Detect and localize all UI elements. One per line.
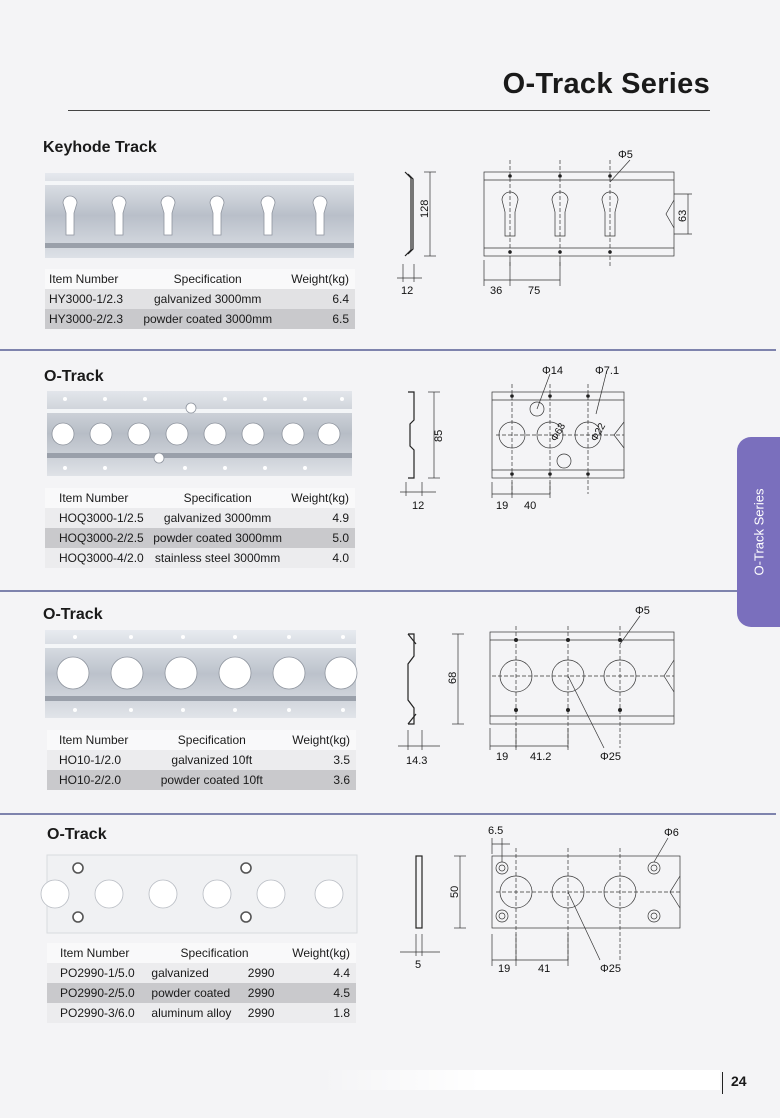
page-title: O-Track Series <box>502 68 710 100</box>
side-tab-label: O-Track Series <box>751 488 766 576</box>
cell-weight: 4.5 <box>282 983 356 1003</box>
header-item: Item Number <box>45 269 134 289</box>
table-row <box>47 1003 356 1023</box>
otrack-hoq-photo <box>47 391 352 476</box>
cell-weight: 6.4 <box>282 289 355 309</box>
cell-spec: powder coated 10ft <box>147 770 276 790</box>
cell-spec: galvanized 3000mm <box>149 508 287 528</box>
header-weight: Weight(kg) <box>282 943 356 963</box>
section-divider <box>0 349 776 351</box>
spec-table-keyhode <box>45 269 355 329</box>
cell-weight: 4.9 <box>287 508 355 528</box>
section-divider <box>0 590 776 592</box>
dim-pitch: 40 <box>524 500 537 512</box>
header-item: Item Number <box>45 488 149 508</box>
dim-edge: 36 <box>490 285 503 297</box>
dim-depth: 12 <box>401 285 414 297</box>
dim-offset: 6.5 <box>488 825 504 837</box>
dim-diag1: Φ63 <box>549 421 569 444</box>
side-tab <box>737 437 780 627</box>
cell-spec: aluminum alloy <box>147 1003 243 1023</box>
cell-weight: 1.8 <box>282 1003 356 1023</box>
header-spec: Specification <box>147 730 276 750</box>
dim-pitch: 41.2 <box>530 751 552 763</box>
cell-item: PO2990-2/5.0 <box>47 983 147 1003</box>
spec-table-po2990 <box>47 943 356 1023</box>
section-title-otrack-1: O-Track <box>44 368 104 385</box>
cell-weight: 5.0 <box>287 528 355 548</box>
table-row <box>47 963 356 983</box>
section-title-otrack-2: O-Track <box>43 606 103 623</box>
table-row <box>47 750 356 770</box>
header-item: Item Number <box>47 943 147 963</box>
dim-hole-small: Φ7.1 <box>595 365 620 377</box>
footer-bar <box>320 1070 720 1090</box>
dim-depth: 14.3 <box>406 755 428 767</box>
header-spec: Specification <box>147 943 281 963</box>
spec-table-ho10 <box>47 730 356 790</box>
otrack-hoq-drawing <box>392 364 642 516</box>
spec-table-hoq <box>45 488 355 568</box>
section-divider <box>0 813 776 815</box>
footer-rule <box>722 1072 723 1094</box>
dim-height: 128 <box>419 199 431 218</box>
dim-pitch: 75 <box>528 285 541 297</box>
dim-ring: Φ25 <box>600 751 622 763</box>
table-row <box>45 289 355 309</box>
dim-height: 68 <box>447 671 459 684</box>
table-row <box>47 983 356 1003</box>
dim-height: 50 <box>449 885 461 898</box>
cell-item: HOQ3000-4/2.0 <box>45 548 149 568</box>
cell-item: HOQ3000-2/2.5 <box>45 528 149 548</box>
table-row <box>45 508 355 528</box>
dim-hole: Φ6 <box>664 827 679 839</box>
table-row <box>45 309 355 329</box>
cell-weight: 3.5 <box>276 750 356 770</box>
cell-length: 2990 <box>244 1003 282 1023</box>
dim-hole: Φ5 <box>618 149 633 161</box>
header-item: Item Number <box>47 730 147 750</box>
header-weight: Weight(kg) <box>287 488 355 508</box>
cell-length: 2990 <box>244 983 282 1003</box>
page-number: 24 <box>731 1073 747 1089</box>
dim-slot: 63 <box>677 209 689 222</box>
cell-item: PO2990-1/5.0 <box>47 963 147 983</box>
header-spec: Specification <box>134 269 282 289</box>
cell-item: HO10-1/2.0 <box>47 750 147 770</box>
cell-spec: powder coated 3000mm <box>134 309 282 329</box>
dim-pitch: 41 <box>538 963 551 975</box>
header-weight: Weight(kg) <box>282 269 355 289</box>
dim-height: 85 <box>433 429 445 442</box>
cell-spec: powder coated <box>147 983 243 1003</box>
cell-spec: galvanized 3000mm <box>134 289 282 309</box>
table-row <box>45 548 355 568</box>
cell-weight: 4.0 <box>287 548 355 568</box>
section-title-keyhode: Keyhode Track <box>43 139 157 156</box>
cell-spec: powder coated 3000mm <box>149 528 287 548</box>
cell-item: HY3000-1/2.3 <box>45 289 134 309</box>
dim-edge: 19 <box>496 751 509 763</box>
section-title-otrack-3: O-Track <box>47 826 107 843</box>
cell-length: 2990 <box>244 963 282 983</box>
header-spec: Specification <box>149 488 287 508</box>
header-weight: Weight(kg) <box>276 730 356 750</box>
keyhole-track-photo <box>45 173 354 258</box>
cell-item: HY3000-2/2.3 <box>45 309 134 329</box>
dim-hole: Φ5 <box>635 605 650 617</box>
otrack-po2990-photo <box>47 855 357 933</box>
cell-item: HO10-2/2.0 <box>47 770 147 790</box>
dim-depth: 5 <box>415 959 422 971</box>
otrack-ho10-photo <box>45 630 356 718</box>
dim-hole-large: Φ14 <box>542 365 564 377</box>
otrack-ho10-drawing <box>392 600 692 770</box>
dim-diag2: Φ22 <box>589 421 609 444</box>
table-row <box>47 770 356 790</box>
otrack-po2990-drawing <box>392 826 692 978</box>
title-rule <box>68 110 710 111</box>
dim-ring: Φ25 <box>600 963 622 975</box>
dim-edge: 19 <box>496 500 509 512</box>
cell-spec: galvanized <box>147 963 243 983</box>
cell-weight: 4.4 <box>282 963 356 983</box>
cell-spec: galvanized 10ft <box>147 750 276 770</box>
cell-spec: stainless steel 3000mm <box>149 548 287 568</box>
dim-depth: 12 <box>412 500 425 512</box>
keyhole-track-drawing <box>392 149 712 300</box>
dim-edge: 19 <box>498 963 511 975</box>
cell-weight: 6.5 <box>282 309 355 329</box>
cell-weight: 3.6 <box>276 770 356 790</box>
cell-item: PO2990-3/6.0 <box>47 1003 147 1023</box>
cell-item: HOQ3000-1/2.5 <box>45 508 149 528</box>
table-row <box>45 528 355 548</box>
